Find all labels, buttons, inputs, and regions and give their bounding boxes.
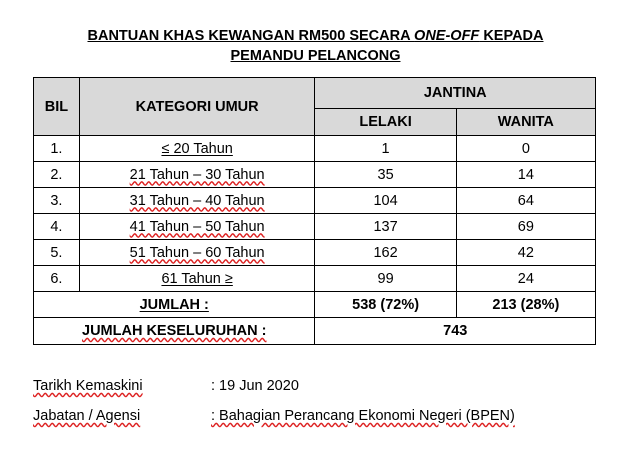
cell-lelaki: 99 xyxy=(315,266,456,292)
total-row xyxy=(34,292,596,318)
cell-kategori-text: 51 Tahun – 60 Tahun xyxy=(129,244,265,261)
updated-value: : 19 Jun 2020 xyxy=(211,378,299,394)
cell-kategori-text: 21 Tahun – 30 Tahun xyxy=(129,166,265,183)
total-label: JUMLAH : xyxy=(139,296,209,313)
cell-kategori xyxy=(79,214,315,240)
header-jantina: JANTINA xyxy=(315,78,596,109)
cell-bil: 6. xyxy=(34,266,80,292)
total-lelaki: 538 (72%) xyxy=(315,292,456,318)
cell-wanita: 0 xyxy=(456,136,595,162)
cell-kategori-text: ≤ 20 Tahun xyxy=(161,140,233,157)
title-line2: PEMANDU PELANCONG xyxy=(230,48,401,64)
header-wanita: WANITA xyxy=(456,109,595,136)
grand-total-value: 743 xyxy=(315,318,596,345)
updated-label: Tarikh Kemaskini xyxy=(33,378,143,394)
cell-kategori xyxy=(79,266,315,292)
grand-total-label-cell xyxy=(34,318,315,345)
table-row xyxy=(34,136,596,162)
header-bil: BIL xyxy=(34,78,80,136)
agency-label: Jabatan / Agensi xyxy=(33,408,141,424)
cell-wanita: 14 xyxy=(456,162,595,188)
cell-bil: 5. xyxy=(34,240,80,266)
statistics-table xyxy=(33,77,596,345)
cell-bil: 4. xyxy=(34,214,80,240)
title-line1-suffix: KEPADA xyxy=(479,28,544,44)
table-row xyxy=(34,240,596,266)
cell-lelaki: 162 xyxy=(315,240,456,266)
cell-wanita: 42 xyxy=(456,240,595,266)
cell-kategori xyxy=(79,240,315,266)
cell-kategori-text: 61 Tahun ≥ xyxy=(161,270,233,287)
total-wanita: 213 (28%) xyxy=(456,292,595,318)
cell-bil: 2. xyxy=(34,162,80,188)
table-row xyxy=(34,162,596,188)
cell-lelaki: 1 xyxy=(315,136,456,162)
cell-bil: 3. xyxy=(34,188,80,214)
title-line1-italic: ONE-OFF xyxy=(414,28,480,44)
cell-kategori xyxy=(79,188,315,214)
cell-bil: 1. xyxy=(34,136,80,162)
total-label-cell xyxy=(34,292,315,318)
header-kategori: KATEGORI UMUR xyxy=(79,78,315,136)
cell-wanita: 69 xyxy=(456,214,595,240)
cell-kategori-text: 31 Tahun – 40 Tahun xyxy=(129,192,265,209)
cell-kategori-text: 41 Tahun – 50 Tahun xyxy=(129,218,265,235)
grand-total-row xyxy=(34,318,596,345)
table-row xyxy=(34,188,596,214)
table-row xyxy=(34,266,596,292)
cell-lelaki: 137 xyxy=(315,214,456,240)
header-lelaki: LELAKI xyxy=(315,109,456,136)
cell-wanita: 24 xyxy=(456,266,595,292)
cell-kategori xyxy=(79,162,315,188)
cell-lelaki: 104 xyxy=(315,188,456,214)
cell-wanita: 64 xyxy=(456,188,595,214)
title-line1-prefix: BANTUAN KHAS KEWANGAN RM500 SECARA xyxy=(87,28,415,44)
cell-lelaki: 35 xyxy=(315,162,456,188)
cell-kategori xyxy=(79,136,315,162)
grand-total-label: JUMLAH KESELURUHAN : xyxy=(82,323,267,339)
table-row xyxy=(34,214,596,240)
agency-value: : Bahagian Perancang Ekonomi Negeri (BPEN) xyxy=(211,408,515,424)
document-title xyxy=(0,26,631,66)
